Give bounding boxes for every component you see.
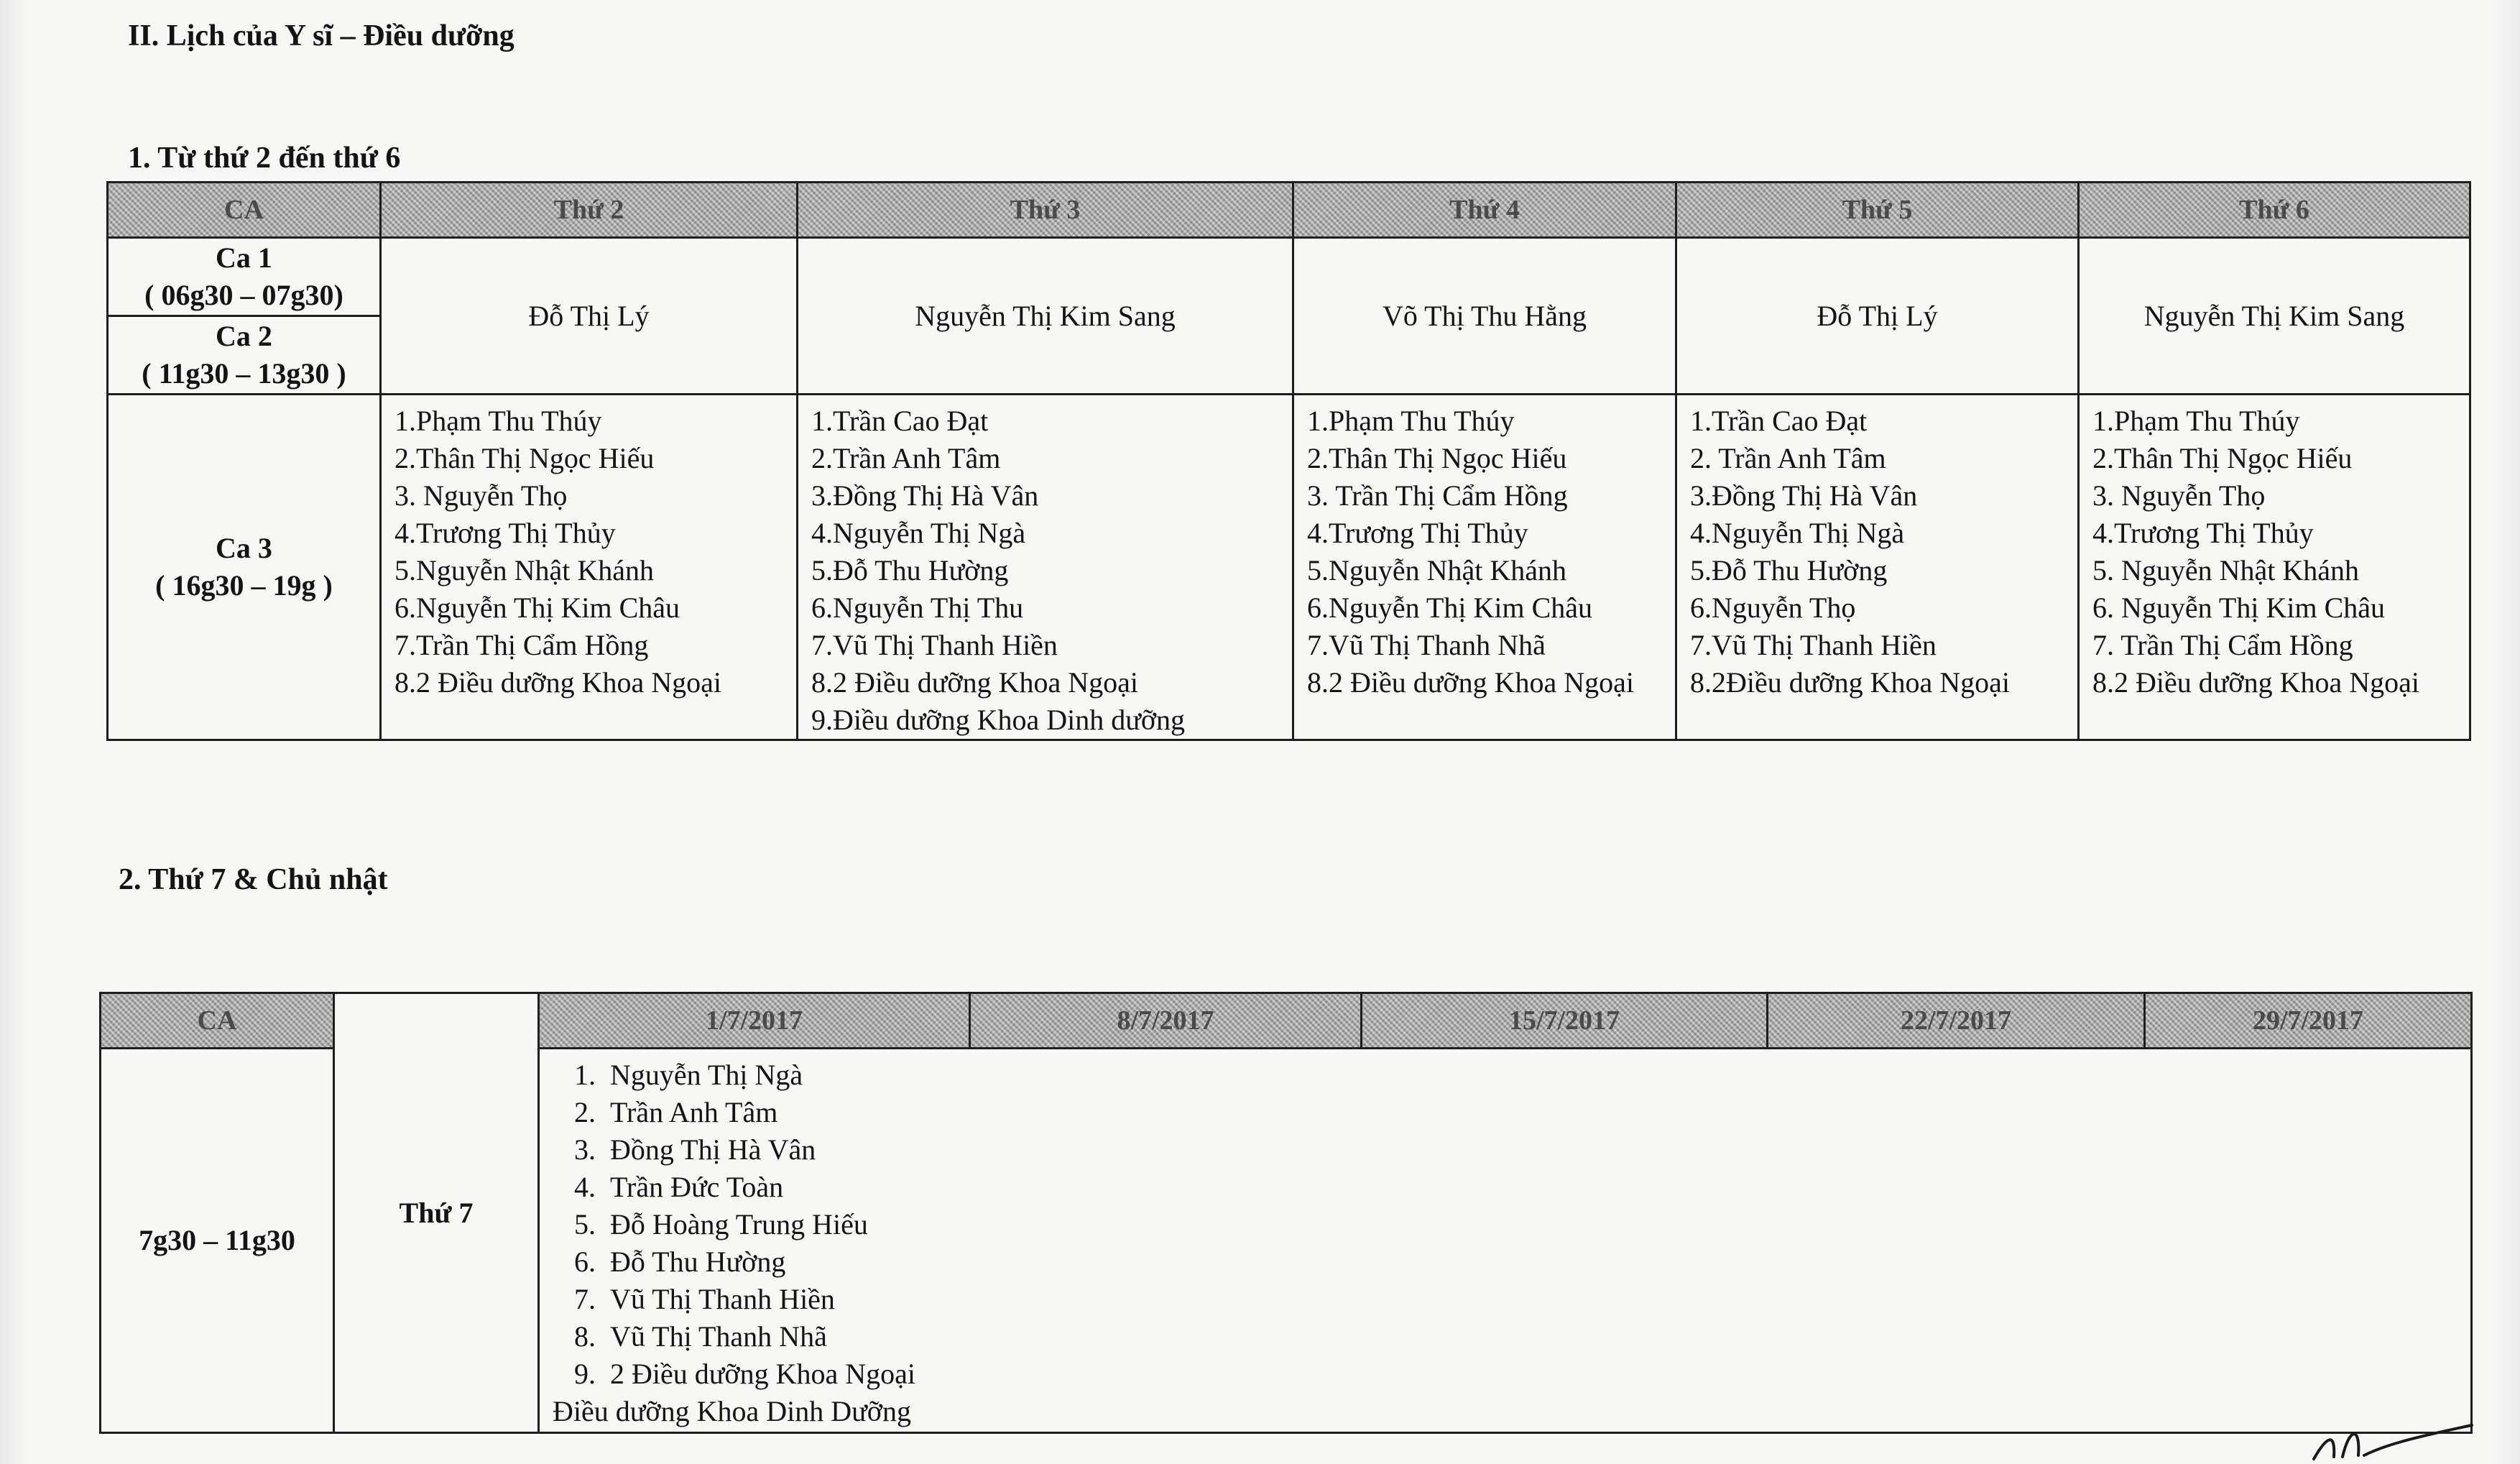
- weekend-header-row: [101, 993, 2472, 1049]
- staff-entry: 8.2 Điều dưỡng Khoa Ngoại: [1307, 666, 1634, 699]
- shift-time: 7g30 – 11g30: [101, 1049, 334, 1433]
- section-title: II. Lịch của Y sĩ – Điều dưỡng: [128, 19, 514, 52]
- header-thu-6: Thứ 6: [2079, 183, 2470, 238]
- staff-entry: 7.Trần Thị Cẩm Hồng: [394, 629, 649, 661]
- ca2-name: Ca 2: [216, 320, 272, 352]
- staff-entry: 4.Trương Thị Thủy: [394, 517, 616, 549]
- weekend-schedule-table: [99, 992, 2473, 1434]
- staff-entry: 4.Trương Thị Thủy: [1307, 517, 1528, 549]
- header-date-5: 29/7/2017: [2145, 993, 2472, 1049]
- ca12-thu2-staff: Đỗ Thị Lý: [381, 238, 798, 395]
- ca1-name: Ca 1: [216, 241, 272, 274]
- staff-entry: 8.2 Điều dưỡng Khoa Ngoại: [394, 666, 721, 699]
- signature-mark: [2307, 1419, 2479, 1463]
- weekday-header-row: [108, 183, 2470, 238]
- staff-entry: 1.Trần Cao Đạt: [811, 405, 989, 437]
- staff-entry: 9.Điều dưỡng Khoa Dinh dưỡng: [811, 704, 1186, 736]
- header-date-4: 22/7/2017: [1768, 993, 2145, 1049]
- ca1-row: [108, 238, 2470, 316]
- staff-entry: 5.Nguyễn Nhật Khánh: [1307, 554, 1567, 586]
- ca3-thu6-staff-list: [2079, 395, 2470, 740]
- staff-entry: 5.Đỗ Thu Hường: [811, 554, 1009, 586]
- header-date-1: 1/7/2017: [539, 993, 970, 1049]
- staff-entry: 6. Đỗ Thu Hường: [603, 1243, 2470, 1281]
- ca2-time: ( 11g30 – 13g30 ): [142, 357, 346, 390]
- ca1-cell: [108, 238, 381, 316]
- ca3-thu5-staff-list: [1676, 395, 2079, 740]
- header-thu-4: Thứ 4: [1293, 183, 1676, 238]
- staff-entry: 7. Vũ Thị Thanh Hiền: [603, 1281, 2470, 1318]
- part2-title: 2. Thứ 7 & Chủ nhật: [119, 863, 388, 896]
- staff-entry: 3. Đồng Thị Hà Vân: [603, 1131, 2470, 1169]
- header-thu-2: Thứ 2: [381, 183, 798, 238]
- staff-entry: 6.Nguyễn Thị Thu: [811, 591, 1024, 624]
- staff-entry: 5. Nguyễn Nhật Khánh: [2092, 554, 2360, 586]
- staff-entry: 4.Trương Thị Thủy: [2092, 517, 2314, 549]
- ca3-row: [108, 395, 2470, 740]
- header-ca: CA: [108, 183, 381, 238]
- ca1-time: ( 06g30 – 07g30): [144, 279, 343, 311]
- ca12-thu3-staff: Nguyễn Thị Kim Sang: [798, 238, 1293, 395]
- ca3-cell: [108, 395, 381, 740]
- staff-entry: 1.Phạm Thu Thúy: [2092, 405, 2300, 437]
- staff-entry: 6.Nguyễn Thị Kim Châu: [394, 591, 680, 624]
- staff-entry: 8.2Điều dưỡng Khoa Ngoại: [1690, 666, 2010, 699]
- header-date-3: 15/7/2017: [1362, 993, 1768, 1049]
- ca3-time: ( 16g30 – 19g ): [155, 569, 333, 602]
- staff-entry: 2.Trần Anh Tâm: [811, 442, 1001, 474]
- staff-entry: 2.Thân Thị Ngọc Hiếu: [2092, 442, 2353, 474]
- staff-entry: 5.Nguyễn Nhật Khánh: [394, 554, 655, 586]
- ca2-cell: [108, 316, 381, 395]
- staff-entry: 3. Nguyễn Thọ: [2092, 479, 2266, 512]
- staff-entry: 3. Nguyễn Thọ: [394, 479, 568, 512]
- staff-entry: 2. Trần Anh Tâm: [603, 1094, 2470, 1131]
- staff-entry: 8.2 Điều dưỡng Khoa Ngoại: [811, 666, 1138, 699]
- part1-title: 1. Từ thứ 2 đến thứ 6: [128, 142, 401, 175]
- staff-entry: 7.Vũ Thị Thanh Hiền: [1690, 629, 1937, 661]
- staff-entry: 6.Nguyễn Thọ: [1690, 591, 1856, 624]
- staff-entry: 4.Nguyễn Thị Ngà: [811, 517, 1026, 549]
- day-thu-7: Thứ 7: [334, 993, 539, 1433]
- ca3-name: Ca 3: [216, 532, 272, 564]
- staff-entry: 1. Nguyễn Thị Ngà: [603, 1056, 2470, 1094]
- staff-entry: 9. 2 Điều dưỡng Khoa Ngoại: [603, 1355, 2470, 1393]
- staff-entry: 1.Trần Cao Đạt: [1690, 405, 1868, 437]
- header-ca: CA: [101, 993, 334, 1049]
- staff-entry: 2. Trần Anh Tâm: [1690, 442, 1886, 474]
- ca3-thu4-staff-list: [1293, 395, 1676, 740]
- staff-extra-entry: Điều dưỡng Khoa Dinh Dưỡng: [553, 1395, 911, 1427]
- staff-ordered-list: [553, 1056, 2470, 1393]
- staff-entry: 7.Vũ Thị Thanh Nhã: [1307, 629, 1546, 661]
- staff-entry: 4. Trần Đức Toàn: [603, 1169, 2470, 1206]
- ca3-thu3-staff-list: [798, 395, 1293, 740]
- staff-entry: 8.2 Điều dưỡng Khoa Ngoại: [2092, 666, 2419, 699]
- ca12-thu4-staff: Võ Thị Thu Hằng: [1293, 238, 1676, 395]
- ca12-thu5-staff: Đỗ Thị Lý: [1676, 238, 2079, 395]
- staff-entry: 4.Nguyễn Thị Ngà: [1690, 517, 1905, 549]
- staff-entry: 5.Đỗ Thu Hường: [1690, 554, 1888, 586]
- header-date-2: 8/7/2017: [970, 993, 1362, 1049]
- staff-entry: 3. Trần Thị Cẩm Hồng: [1307, 479, 1568, 512]
- staff-entry: 7. Trần Thị Cẩm Hồng: [2092, 629, 2353, 661]
- staff-entry: 1.Phạm Thu Thúy: [394, 405, 602, 437]
- header-thu-5: Thứ 5: [1676, 183, 2079, 238]
- ca12-thu6-staff: Nguyễn Thị Kim Sang: [2079, 238, 2470, 395]
- staff-entry: 2.Thân Thị Ngọc Hiếu: [1307, 442, 1567, 474]
- staff-entry: 1.Phạm Thu Thúy: [1307, 405, 1515, 437]
- staff-entry: 3.Đồng Thị Hà Vân: [1690, 479, 1918, 512]
- staff-entry: 8. Vũ Thị Thanh Nhã: [603, 1318, 2470, 1355]
- staff-entry: 3.Đồng Thị Hà Vân: [811, 479, 1039, 512]
- ca3-thu2-staff-list: [381, 395, 798, 740]
- weekday-schedule-table: [106, 181, 2471, 741]
- header-thu-3: Thứ 3: [798, 183, 1293, 238]
- staff-entry: 7.Vũ Thị Thanh Hiền: [811, 629, 1058, 661]
- staff-entry: 6. Nguyễn Thị Kim Châu: [2092, 591, 2386, 624]
- staff-entry: 2.Thân Thị Ngọc Hiếu: [394, 442, 655, 474]
- staff-entry: 6.Nguyễn Thị Kim Châu: [1307, 591, 1593, 624]
- saturday-staff-list: [539, 1049, 2472, 1433]
- staff-entry: 5. Đỗ Hoàng Trung Hiếu: [603, 1206, 2470, 1243]
